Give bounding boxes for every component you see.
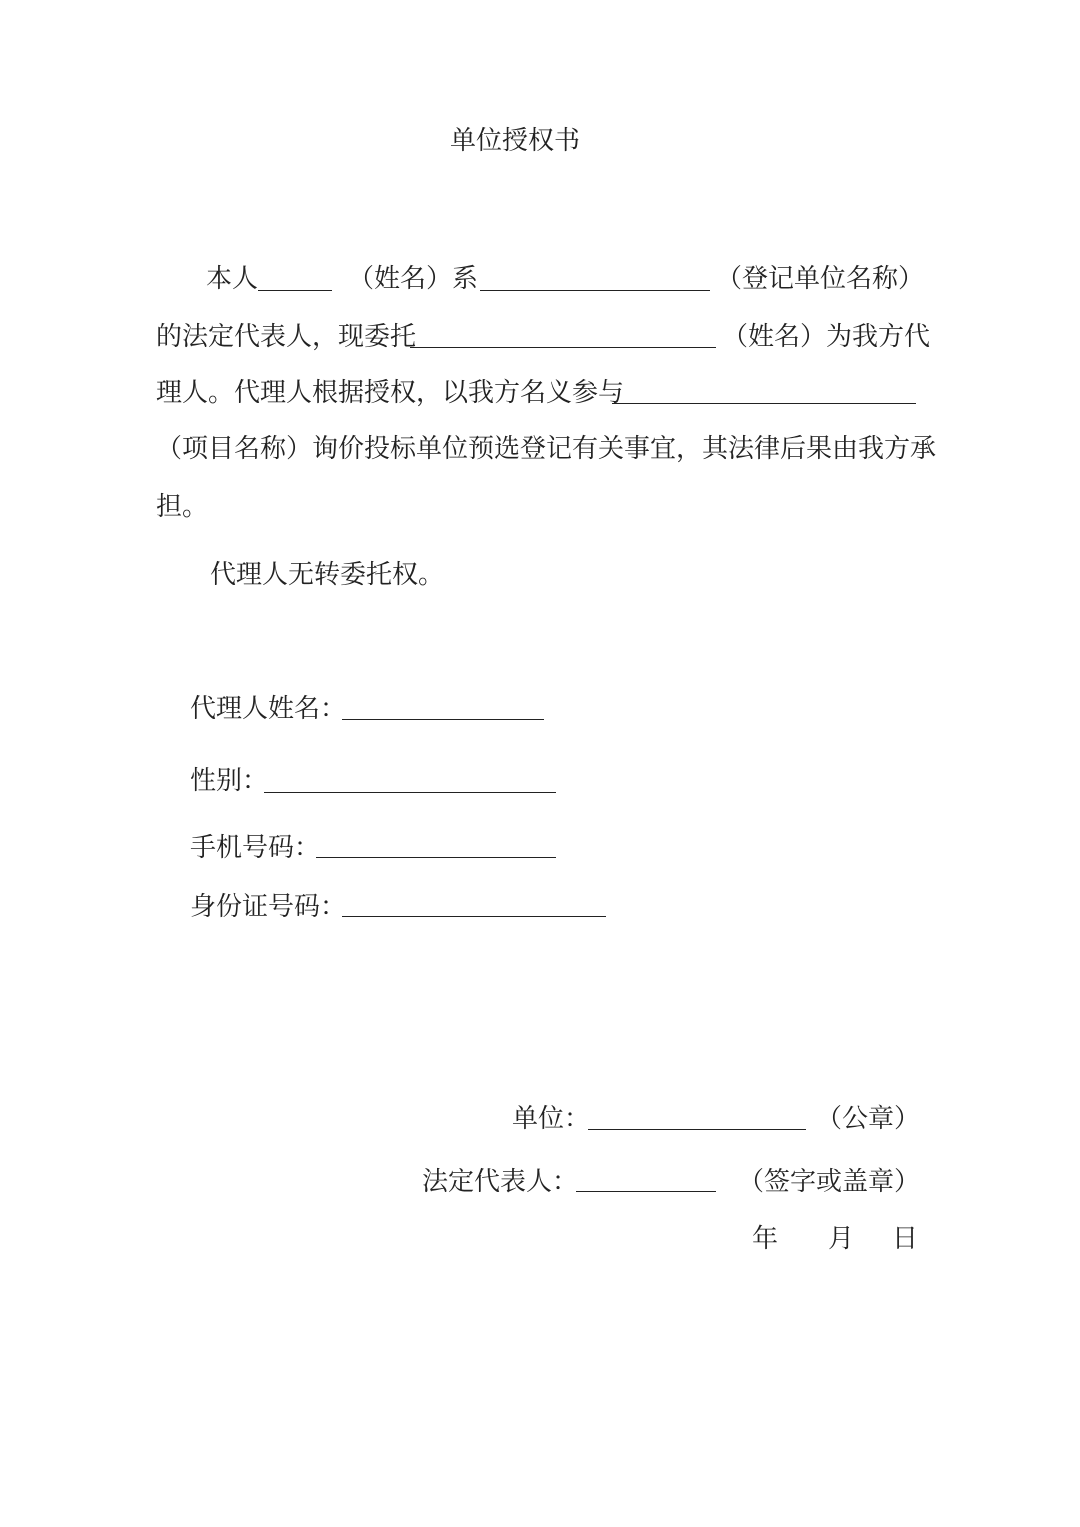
- agent-name-label: 代理人姓名：: [190, 694, 347, 724]
- phone-field[interactable]: [316, 857, 556, 858]
- legal-rep-label: 法定代表人：: [422, 1167, 579, 1197]
- gender-label: 性别：: [190, 766, 269, 796]
- agent-name-blank[interactable]: [410, 347, 716, 348]
- agent-name-field[interactable]: [342, 719, 544, 720]
- text-legal-rep-entrust: 的法定代表人，现委托: [156, 322, 417, 352]
- unit-field[interactable]: [588, 1129, 806, 1130]
- principal-name-blank[interactable]: [258, 290, 332, 291]
- id-number-label: 身份证号码：: [190, 892, 347, 922]
- text-name-xi: （姓名）系: [348, 264, 479, 294]
- project-name-blank[interactable]: [612, 403, 916, 404]
- unit-name-blank[interactable]: [480, 290, 710, 291]
- date-year: 年: [752, 1224, 779, 1254]
- date-day: 日: [892, 1224, 919, 1254]
- id-number-field[interactable]: [342, 916, 606, 917]
- legal-rep-field[interactable]: [576, 1191, 716, 1192]
- gender-field[interactable]: [264, 792, 556, 793]
- text-project-matters: （项目名称）询价投标单位预选登记有关事宜，其法律后果由我方承: [156, 434, 937, 464]
- unit-label: 单位：: [512, 1104, 591, 1134]
- text-name-as-agent: （姓名）为我方代: [722, 322, 931, 352]
- no-subdelegation-statement: 代理人无转委托权。: [210, 560, 445, 590]
- text-ben-ren: 本人: [206, 264, 259, 294]
- sign-or-seal-note: （签字或盖章）: [738, 1167, 921, 1197]
- text-agent-authorization: 理人。代理人根据授权，以我方名义参与: [156, 378, 625, 408]
- date-month: 月: [828, 1224, 855, 1254]
- text-bear: 担。: [156, 492, 209, 522]
- official-seal-note: （公章）: [816, 1104, 921, 1134]
- document-title: 单位授权书: [449, 126, 580, 156]
- phone-label: 手机号码：: [190, 833, 321, 863]
- text-registered-unit-name: （登记单位名称）: [716, 264, 925, 294]
